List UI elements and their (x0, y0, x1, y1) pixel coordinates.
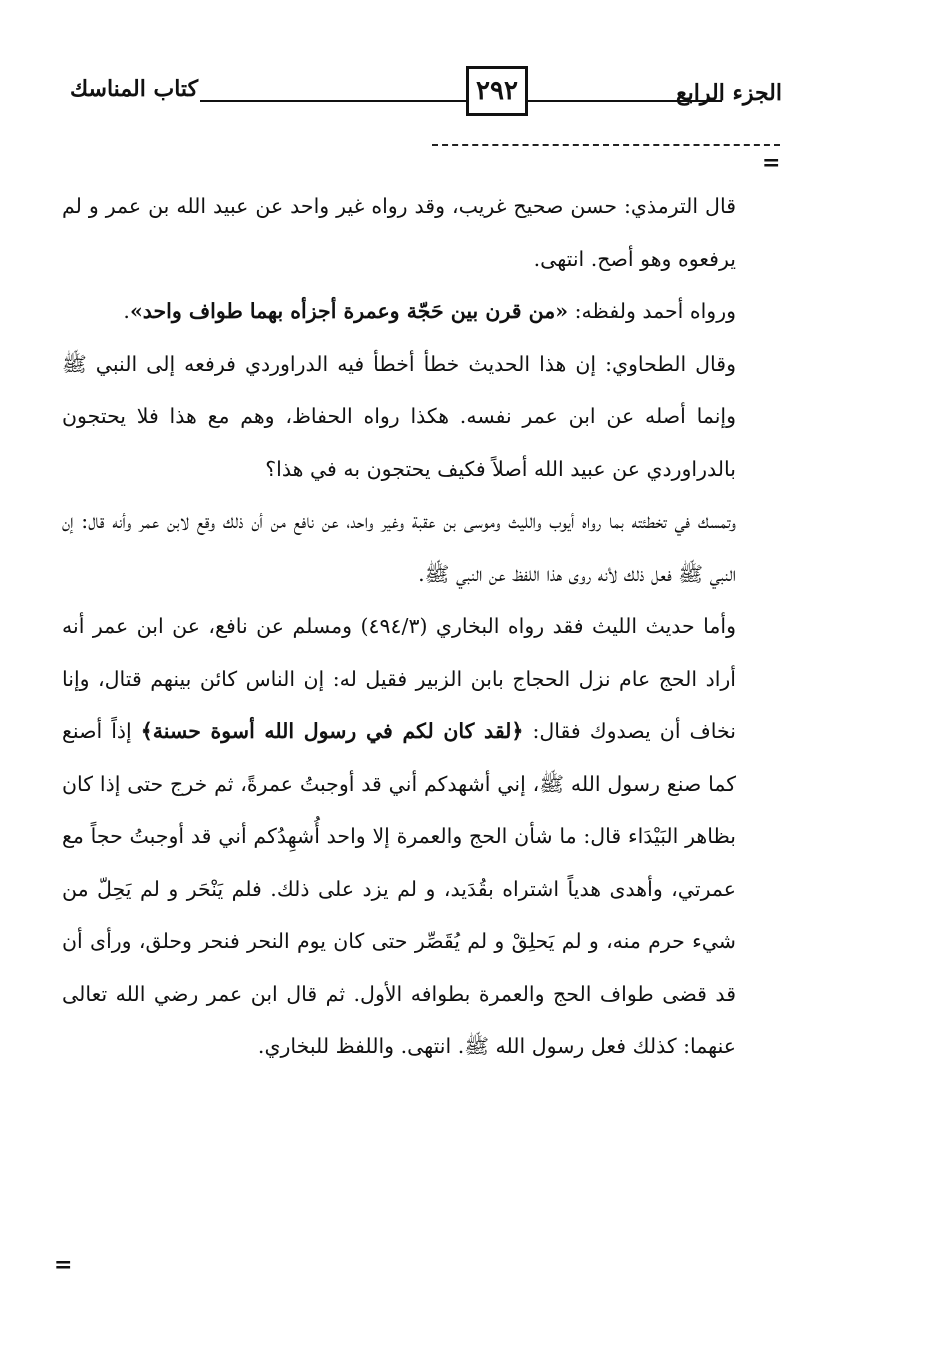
paragraph-ahmad (62, 285, 736, 338)
body-text (62, 180, 736, 1073)
bottom-separator-mark: = (54, 1252, 73, 1278)
top-separator-mark: = (762, 150, 781, 176)
paragraph-layth (62, 600, 736, 1073)
paragraph-text: قال الترمذي: حسن صحيح غريب، وقد رواه غير واحد عن عبيد الله بن عمر و لم يرفعوه وهو أصح. انتهى. (62, 194, 736, 271)
page-header (70, 66, 782, 126)
hadith-quote: «من قرن بين حَجّة وعمرة أجزأه بهما طواف واحد» (129, 299, 569, 323)
volume-title: الجزء الرابع (675, 80, 782, 106)
quran-quote: ﴿لقد كان لكم في رسول الله أسوة حسنة﴾ (140, 719, 524, 743)
paragraph-tahawi (62, 338, 736, 496)
header-dashed-rule (432, 144, 780, 146)
paragraph-suffix: . (123, 299, 130, 323)
paragraph-prefix: ورواه أحمد ولفظه: (568, 299, 736, 323)
paragraph-tamassuk (62, 495, 736, 600)
paragraph-text: وقال الطحاوي: إن هذا الحديث خطأ أخطأ فيه الدراوردي فرفعه إلى النبي ﷺ وإنما أصله عن ابن عمر نفسه. هكذا رواه الحفاظ، وهم مع هذا فلا يحتجون بالدراوردي عن عبيد الله أصلاً فكيف يحتجون به في هذا؟ (62, 351, 736, 481)
paragraph-prefix: وأما حديث الليث فقد رواه البخاري (٤٩٤/٣) ومسلم عن نافع، عن ابن عمر أنه أراد الحج عام نزل الحجاج بابن الزبير فقيل له: إن الناس كائن بينهم قتال، وإنا نخاف أن يصدوك فقال: (62, 614, 736, 743)
book-title: كتاب المناسك (70, 76, 199, 102)
paragraph-text: وتمسك في تخطئته بما رواه أيوب والليث وموسى بن عقبة وغير واحد، عن نافع من أن ذلك وقع لابن عمر وأنه قال: إن النبي ﷺ فعل ذلك لأنه روى هذا اللفظ عن النبي ﷺ. (62, 509, 736, 586)
paragraph-suffix: إذاً أصنع كما صنع رسول الله ﷺ، إني أشهدكم أني قد أوجبتُ عمرةً، ثم خرج حتى إذا كان بظاهر البَيْدَاء قال: ما شأن الحج والعمرة إلا واحد أُشهِدُكم أني قد أوجبتُ حجاً مع عمرتي، وأهدى هدياً اشتراه بقُدَيد، و لم يزد على ذلك. فلم يَنْحَر و لم يَحِلّ من شيء حرم منه، و لم يَحلِقْ و لم يُقَصِّر حتى كان يوم النحر فنحر وحلق، ورأى أن قد قضى طواف الحج والعمرة بطوافه الأول. ثم قال ابن عمر رضي الله تعالى عنهما: كذلك فعل رسول الله ﷺ. انتهى. واللفظ للبخاري. (62, 719, 736, 1058)
paragraph-tirmidhi (62, 180, 736, 285)
header-rule-left (200, 100, 468, 102)
header-rule-right (526, 100, 722, 102)
page-number: ٢٩٢ (466, 66, 528, 116)
